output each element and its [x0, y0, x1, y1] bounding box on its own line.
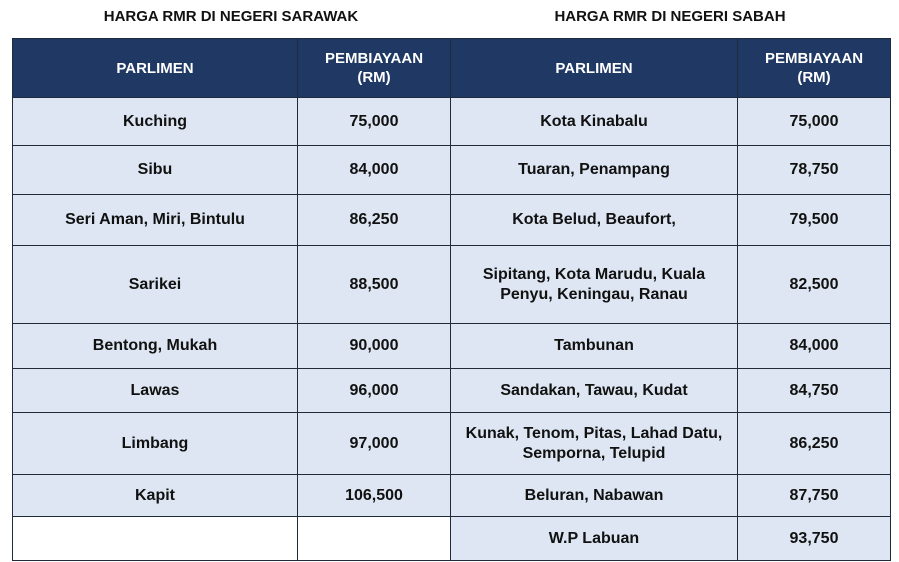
sabah-parlimen-cell: Sandakan, Tawau, Kudat: [451, 369, 738, 413]
sarawak-parlimen-cell: Kuching: [13, 98, 298, 146]
sarawak-cost-cell: 86,250: [298, 195, 451, 246]
table-row: [13, 246, 891, 324]
table-row: [13, 475, 891, 517]
table-row: [13, 98, 891, 146]
table-row: [13, 517, 891, 561]
pembiayaan-label: PEMBIAYAAN: [324, 50, 424, 67]
sarawak-cost-cell: [298, 517, 451, 561]
sabah-cost-cell: 79,500: [738, 195, 891, 246]
sarawak-cost-cell: 90,000: [298, 324, 451, 369]
titles-bar: [12, 0, 889, 38]
table-row: [13, 324, 891, 369]
sarawak-parlimen-cell: [13, 517, 298, 561]
sabah-pembiayaan-header: [738, 39, 891, 98]
sarawak-parlimen-cell: Lawas: [13, 369, 298, 413]
sabah-cost-cell: 84,000: [738, 324, 891, 369]
sarawak-title: HARGA RMR DI NEGERI SARAWAK: [103, 8, 359, 25]
table-row: [13, 195, 891, 246]
currency-label: (RM): [797, 69, 831, 86]
sarawak-cost-cell: 96,000: [298, 369, 451, 413]
sarawak-parlimen-header: PARLIMEN: [13, 39, 298, 98]
sabah-parlimen-cell: Tuaran, Penampang: [451, 146, 738, 195]
sabah-title: HARGA RMR DI NEGERI SABAH: [554, 8, 786, 25]
header-row: [13, 39, 891, 98]
sarawak-cost-cell: 84,000: [298, 146, 451, 195]
sabah-cost-cell: 78,750: [738, 146, 891, 195]
table-row: [13, 413, 891, 475]
rmr-price-table: [12, 38, 891, 561]
sabah-cost-cell: 82,500: [738, 246, 891, 324]
sarawak-cost-cell: 97,000: [298, 413, 451, 475]
sarawak-parlimen-cell: Sibu: [13, 146, 298, 195]
sarawak-cost-cell: 106,500: [298, 475, 451, 517]
sabah-parlimen-cell: Kunak, Tenom, Pitas, Lahad Datu, Semporna, Telupid: [451, 413, 738, 475]
sarawak-parlimen-cell: Seri Aman, Miri, Bintulu: [13, 195, 298, 246]
sabah-cost-cell: 93,750: [738, 517, 891, 561]
table-row: [13, 369, 891, 413]
sarawak-cost-cell: 75,000: [298, 98, 451, 146]
sabah-cost-cell: 87,750: [738, 475, 891, 517]
currency-label: (RM): [357, 69, 391, 86]
sabah-parlimen-cell: Beluran, Nabawan: [451, 475, 738, 517]
pembiayaan-label: PEMBIAYAAN: [764, 50, 864, 67]
sarawak-parlimen-cell: Bentong, Mukah: [13, 324, 298, 369]
table-body: [13, 98, 891, 561]
table-row: [13, 146, 891, 195]
sabah-parlimen-cell: Kota Kinabalu: [451, 98, 738, 146]
sarawak-parlimen-cell: Sarikei: [13, 246, 298, 324]
sabah-parlimen-cell: Kota Belud, Beaufort,: [451, 195, 738, 246]
sarawak-cost-cell: 88,500: [298, 246, 451, 324]
sabah-parlimen-header: PARLIMEN: [451, 39, 738, 98]
sarawak-parlimen-cell: Kapit: [13, 475, 298, 517]
sabah-parlimen-cell: Sipitang, Kota Marudu, Kuala Penyu, Keningau, Ranau: [451, 246, 738, 324]
sabah-parlimen-cell: W.P Labuan: [451, 517, 738, 561]
sabah-parlimen-cell: Tambunan: [451, 324, 738, 369]
sarawak-parlimen-cell: Limbang: [13, 413, 298, 475]
sabah-cost-cell: 84,750: [738, 369, 891, 413]
sarawak-pembiayaan-header: [298, 39, 451, 98]
sabah-cost-cell: 75,000: [738, 98, 891, 146]
sabah-cost-cell: 86,250: [738, 413, 891, 475]
